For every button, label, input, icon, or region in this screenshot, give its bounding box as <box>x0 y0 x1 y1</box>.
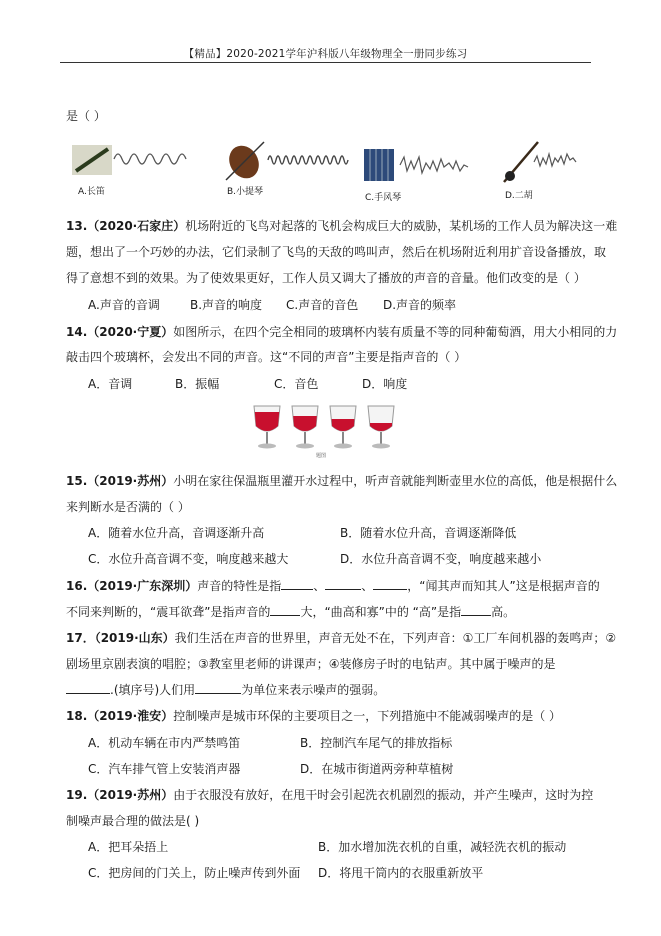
q16-text-b: ，“闻其声而知其人”这是根据声音的 <box>407 579 600 593</box>
q16-number: 16. <box>66 579 88 593</box>
q19-option-c: C．把房间的门关上，防止噪声传到外面 <box>88 866 301 880</box>
q18-option-a: A．机动车辆在市内严禁鸣笛 <box>88 736 241 750</box>
q18-line1 <box>66 707 561 724</box>
q13-text: 机场附近的飞鸟对起落的飞机会构成巨大的威胁，某机场的工作人员为解决这一难 <box>185 219 618 233</box>
q15-line1 <box>66 472 617 489</box>
q16-blank-5 <box>461 604 491 616</box>
erhu-waveform <box>534 154 576 166</box>
q15-source: （2019·苏州） <box>87 474 174 488</box>
flute-waveform <box>114 154 186 164</box>
wine-glass-2 <box>292 406 318 449</box>
q17-line3 <box>66 681 385 698</box>
header-rule <box>60 62 591 63</box>
q17-blank-2 <box>195 682 241 694</box>
q16-blank-1 <box>281 578 313 590</box>
q18-option-b: B．控制汽车尾气的排放指标 <box>300 736 453 750</box>
q13-source: （2020·石家庄） <box>87 219 186 233</box>
q16-text-a: 声音的特性是指 <box>197 579 282 593</box>
q17-blank-1 <box>66 682 110 694</box>
q16-blank-4 <box>270 604 300 616</box>
page-header: 【精品】2020-2021学年沪科版八年级物理全一册同步练习 <box>183 48 468 60</box>
q17-text: 我们生活在声音的世界里，声音无处不在，下列声音：①工厂车间机器的轰鸣声；② <box>174 631 617 645</box>
q13-number: 13. <box>66 219 88 233</box>
q16-blank-3 <box>373 578 407 590</box>
q17-number: 17． <box>66 631 95 645</box>
q18-text: 控制噪声是城市环保的主要项目之一，下列措施中不能减弱噪声的是（ ） <box>173 709 562 723</box>
q17-line2: 剧场里京剧表演的唱腔；③教室里老师的讲课声；④装修房子时的电钻声。其中属于噪声的是 <box>66 657 556 671</box>
violin-label: B.小提琴 <box>227 187 264 197</box>
q18-option-d: D．在城市街道两旁种草植树 <box>300 762 454 776</box>
wine-glass-4 <box>368 406 394 449</box>
q17-line1 <box>66 629 616 646</box>
q16-text-d: 大，“曲高和寡”中的 “高”是指 <box>300 605 462 619</box>
q16-text-e: 高。 <box>491 605 516 619</box>
q17-text-a: .(填序号)人们用 <box>110 683 196 697</box>
q13-line1 <box>66 217 617 234</box>
q14-number: 14. <box>66 325 88 339</box>
q16-source: （2019·广东深圳） <box>87 579 198 593</box>
q16-line1: 16.（2019·广东深圳）声音的特性是指 、 、 ，“闻其声而知其人”这是根据声音的 <box>66 579 600 593</box>
q14-line1 <box>66 323 617 340</box>
q18-number: 18. <box>66 709 88 723</box>
wine-glasses-figure <box>250 402 400 458</box>
q19-number: 19. <box>66 788 88 802</box>
q15-option-b: B．随着水位升高，音调逐渐降低 <box>340 526 517 540</box>
accordion-waveform <box>400 157 468 173</box>
q19-text: 由于衣服没有放好，在甩干时会引起洗衣机剧烈的振动，并产生噪声，这时为控 <box>173 788 594 802</box>
q14-option-d: D．响度 <box>362 377 408 391</box>
erhu-figure <box>498 138 598 188</box>
q16-line2 <box>66 603 515 620</box>
q13-option-c: C.声音的音色 <box>286 298 359 312</box>
q14-option-a: A．音调 <box>88 377 133 391</box>
q19-source: （2019·苏州） <box>87 788 174 802</box>
q18-option-c: C．汽车排气管上安装消声器 <box>88 762 241 776</box>
violin-waveform <box>268 156 348 164</box>
wine-glass-3 <box>330 406 356 449</box>
accordion-label: C.手风琴 <box>365 193 402 203</box>
q15-option-c: C．水位升高音调不变，响度越来越大 <box>88 552 289 566</box>
q14-figure-caption: 题图 <box>316 453 327 459</box>
q14-option-b: B．振幅 <box>175 377 220 391</box>
q13-option-d: D.声音的频率 <box>383 298 457 312</box>
q13-option-b: B.声音的响度 <box>190 298 263 312</box>
erhu-label: D.二胡 <box>505 191 533 201</box>
q15-line2: 来判断水是否满的（ ） <box>66 500 190 514</box>
q19-option-b: B．加水增加洗衣机的自重，减轻洗衣机的振动 <box>318 840 567 854</box>
violin-figure <box>222 140 352 184</box>
q16-blank-2 <box>325 578 361 590</box>
q15-number: 15. <box>66 474 88 488</box>
q15-option-a: A．随着水位升高，音调逐渐升高 <box>88 526 265 540</box>
wine-glass-1 <box>254 406 280 449</box>
q15-option-d: D．水位升高音调不变，响度越来越小 <box>340 552 542 566</box>
q13-line3: 得了意想不到的效果。为了使效果更好，工作人员又调大了播放的声音的音量。他们改变的是（ ） <box>66 271 586 285</box>
accordion-icon <box>364 149 394 181</box>
q13-option-a: A.声音的音调 <box>88 298 160 312</box>
q14-line2: 敲击四个玻璃杯，会发出不同的声音。这“不同的声音”主要是指声音的（ ） <box>66 350 467 364</box>
flute-figure <box>72 143 197 183</box>
q14-text: 如图所示，在四个完全相同的玻璃杯内装有质量不等的同种葡萄酒，用大小相同的力 <box>173 325 618 339</box>
accordion-figure <box>360 143 485 189</box>
q17-text-b: 为单位来表示噪声的强弱。 <box>241 683 386 697</box>
q19-option-a: A．把耳朵捂上 <box>88 840 169 854</box>
q16-text-c: 不同来判断的，“震耳欲聋”是指声音的 <box>66 605 271 619</box>
q17-source: （2019·山东） <box>94 631 175 645</box>
q19-line1 <box>66 786 593 803</box>
q18-source: （2019·淮安） <box>87 709 174 723</box>
q14-source: （2020·宁夏） <box>87 325 174 339</box>
q19-line2: 制噪声最合理的做法是( ) <box>66 814 200 828</box>
q12-stem-tail: 是（ ） <box>66 109 106 123</box>
flute-label: A.长笛 <box>78 187 105 197</box>
q15-text: 小明在家往保温瓶里灌开水过程中，听声音就能判断壶里水位的高低，他是根据什么 <box>173 474 618 488</box>
q14-option-c: C．音色 <box>274 377 319 391</box>
q13-line2: 题，想出了一个巧妙的办法，它们录制了飞鸟的天敌的鸣叫声，然后在机场附近利用扩音设备播放，取 <box>66 245 607 259</box>
q19-option-d: D．将甩干筒内的衣服重新放平 <box>318 866 484 880</box>
